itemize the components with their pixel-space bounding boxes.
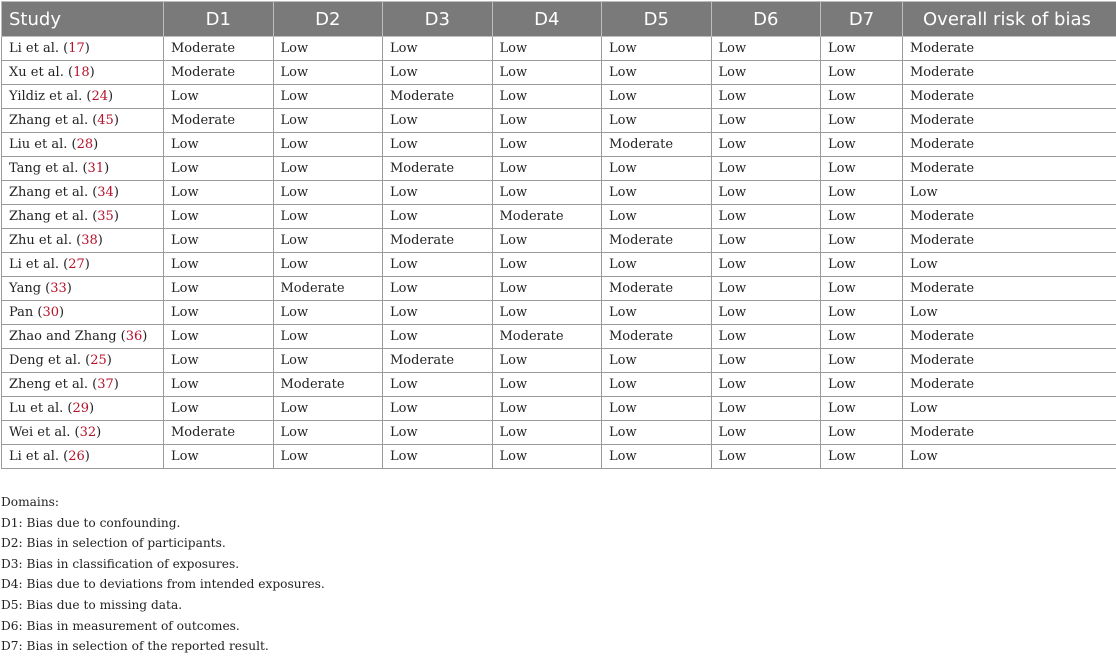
overall-risk-cell: Low <box>903 397 1116 421</box>
domain-d4-cell: Low <box>492 181 602 205</box>
domain-d6-cell: Low <box>711 277 821 301</box>
domain-d4-cell: Low <box>492 37 602 61</box>
table-row <box>2 397 1116 421</box>
reference-link[interactable]: 45 <box>97 113 114 128</box>
table-row <box>2 61 1116 85</box>
domain-d4-cell: Low <box>492 445 602 469</box>
reference-link[interactable]: 35 <box>97 209 114 224</box>
domain-d5-cell: Low <box>602 349 712 373</box>
domain-d6-cell: Low <box>711 325 821 349</box>
domain-d7-cell: Low <box>821 397 903 421</box>
overall-risk-cell: Moderate <box>903 85 1116 109</box>
domain-d5-cell: Low <box>602 397 712 421</box>
domain-d1-cell: Low <box>164 157 274 181</box>
overall-risk-cell: Moderate <box>903 37 1116 61</box>
reference-link[interactable]: 24 <box>91 89 108 104</box>
domain-d1-cell: Low <box>164 253 274 277</box>
domain-d6-cell: Low <box>711 61 821 85</box>
table-row <box>2 85 1116 109</box>
domain-d4-cell: Low <box>492 397 602 421</box>
column-header-d4: D4 <box>492 2 602 37</box>
domain-d4-cell: Low <box>492 349 602 373</box>
study-name: Zhang et al. ( <box>9 113 97 128</box>
reference-link[interactable]: 27 <box>68 257 85 272</box>
footnote-d1: D1: Bias due to confounding. <box>1 513 325 534</box>
domain-d7-cell: Low <box>821 133 903 157</box>
table-row <box>2 325 1116 349</box>
domain-d4-cell: Low <box>492 157 602 181</box>
domain-d6-cell: Low <box>711 181 821 205</box>
domain-footnotes <box>1 492 325 657</box>
domain-d5-cell: Moderate <box>602 133 712 157</box>
study-name: Yildiz et al. ( <box>9 89 91 104</box>
overall-risk-cell: Moderate <box>903 229 1116 253</box>
risk-of-bias-table <box>1 1 1116 469</box>
reference-link[interactable]: 28 <box>77 137 94 152</box>
reference-link[interactable]: 18 <box>73 65 90 80</box>
domain-d6-cell: Low <box>711 157 821 181</box>
domain-d7-cell: Low <box>821 205 903 229</box>
overall-risk-cell: Moderate <box>903 205 1116 229</box>
study-cell <box>2 349 164 373</box>
overall-risk-cell: Moderate <box>903 109 1116 133</box>
domain-d5-cell: Low <box>602 157 712 181</box>
domain-d7-cell: Low <box>821 277 903 301</box>
domain-d5-cell: Low <box>602 445 712 469</box>
study-cell <box>2 181 164 205</box>
reference-link[interactable]: 30 <box>43 305 60 320</box>
domain-d5-cell: Low <box>602 85 712 109</box>
domain-d7-cell: Low <box>821 301 903 325</box>
domain-d2-cell: Low <box>273 253 383 277</box>
footnote-heading: Domains: <box>1 492 325 513</box>
table-row <box>2 133 1116 157</box>
domain-d2-cell: Low <box>273 109 383 133</box>
domain-d6-cell: Low <box>711 37 821 61</box>
domain-d4-cell: Low <box>492 301 602 325</box>
domain-d5-cell: Low <box>602 109 712 133</box>
domain-d5-cell: Low <box>602 61 712 85</box>
domain-d7-cell: Low <box>821 109 903 133</box>
study-cell <box>2 325 164 349</box>
reference-close-paren: ) <box>90 65 95 80</box>
domain-d6-cell: Low <box>711 421 821 445</box>
domain-d4-cell: Low <box>492 61 602 85</box>
overall-risk-cell: Moderate <box>903 61 1116 85</box>
table-row <box>2 349 1116 373</box>
reference-link[interactable]: 26 <box>68 449 85 464</box>
reference-close-paren: ) <box>98 233 103 248</box>
domain-d2-cell: Moderate <box>273 373 383 397</box>
overall-risk-cell: Moderate <box>903 157 1116 181</box>
domain-d6-cell: Low <box>711 133 821 157</box>
domain-d1-cell: Moderate <box>164 37 274 61</box>
study-name: Yang ( <box>9 281 50 296</box>
domain-d3-cell: Moderate <box>383 85 493 109</box>
footnote-d2: D2: Bias in selection of participants. <box>1 533 325 554</box>
domain-d1-cell: Low <box>164 277 274 301</box>
domain-d4-cell: Low <box>492 133 602 157</box>
domain-d1-cell: Low <box>164 301 274 325</box>
study-cell <box>2 157 164 181</box>
study-cell <box>2 373 164 397</box>
domain-d5-cell: Moderate <box>602 229 712 253</box>
column-header-d1: D1 <box>164 2 274 37</box>
footnote-d3: D3: Bias in classification of exposures. <box>1 554 325 575</box>
reference-close-paren: ) <box>108 89 113 104</box>
study-name: Zhu et al. ( <box>9 233 81 248</box>
domain-d2-cell: Low <box>273 85 383 109</box>
table-row <box>2 373 1116 397</box>
study-cell <box>2 133 164 157</box>
domain-d4-cell: Low <box>492 229 602 253</box>
reference-close-paren: ) <box>93 137 98 152</box>
reference-link[interactable]: 25 <box>90 353 107 368</box>
domain-d3-cell: Low <box>383 109 493 133</box>
reference-link[interactable]: 36 <box>126 329 143 344</box>
domain-d3-cell: Low <box>383 61 493 85</box>
domain-d2-cell: Low <box>273 133 383 157</box>
table-row <box>2 445 1116 469</box>
reference-close-paren: ) <box>142 329 147 344</box>
study-cell <box>2 229 164 253</box>
domain-d3-cell: Low <box>383 325 493 349</box>
reference-close-paren: ) <box>114 113 119 128</box>
domain-d4-cell: Low <box>492 253 602 277</box>
reference-close-paren: ) <box>107 353 112 368</box>
reference-link[interactable]: 17 <box>68 41 85 56</box>
domain-d6-cell: Low <box>711 349 821 373</box>
domain-d5-cell: Moderate <box>602 325 712 349</box>
domain-d3-cell: Low <box>383 373 493 397</box>
domain-d2-cell: Low <box>273 157 383 181</box>
reference-close-paren: ) <box>85 449 90 464</box>
study-name: Tang et al. ( <box>9 161 88 176</box>
domain-d1-cell: Low <box>164 397 274 421</box>
domain-d3-cell: Low <box>383 37 493 61</box>
table-row <box>2 109 1116 133</box>
study-cell <box>2 421 164 445</box>
domain-d1-cell: Moderate <box>164 109 274 133</box>
domain-d3-cell: Low <box>383 253 493 277</box>
reference-close-paren: ) <box>114 185 119 200</box>
domain-d2-cell: Low <box>273 37 383 61</box>
reference-link[interactable]: 38 <box>81 233 98 248</box>
study-cell <box>2 277 164 301</box>
reference-link[interactable]: 29 <box>72 401 89 416</box>
domain-d4-cell: Low <box>492 109 602 133</box>
study-cell <box>2 397 164 421</box>
table-body <box>2 37 1116 469</box>
domain-d7-cell: Low <box>821 61 903 85</box>
reference-close-paren: ) <box>85 257 90 272</box>
domain-d4-cell: Low <box>492 85 602 109</box>
domain-d5-cell: Low <box>602 373 712 397</box>
study-name: Li et al. ( <box>9 257 68 272</box>
study-name: Zheng et al. ( <box>9 377 97 392</box>
domain-d7-cell: Low <box>821 181 903 205</box>
study-name: Wei et al. ( <box>9 425 80 440</box>
domain-d1-cell: Moderate <box>164 421 274 445</box>
study-name: Li et al. ( <box>9 449 68 464</box>
study-name: Deng et al. ( <box>9 353 90 368</box>
domain-d7-cell: Low <box>821 373 903 397</box>
study-cell <box>2 445 164 469</box>
reference-link[interactable]: 33 <box>50 281 67 296</box>
reference-close-paren: ) <box>104 161 109 176</box>
reference-link[interactable]: 32 <box>80 425 97 440</box>
reference-close-paren: ) <box>59 305 64 320</box>
reference-link[interactable]: 34 <box>97 185 114 200</box>
reference-link[interactable]: 37 <box>97 377 114 392</box>
risk-of-bias-table-container <box>1 1 1115 469</box>
study-cell <box>2 37 164 61</box>
domain-d4-cell: Moderate <box>492 205 602 229</box>
study-cell <box>2 85 164 109</box>
footnote-d6: D6: Bias in measurement of outcomes. <box>1 616 325 637</box>
domain-d2-cell: Low <box>273 229 383 253</box>
domain-d3-cell: Low <box>383 445 493 469</box>
table-row <box>2 301 1116 325</box>
domain-d6-cell: Low <box>711 373 821 397</box>
domain-d4-cell: Low <box>492 277 602 301</box>
overall-risk-cell: Moderate <box>903 325 1116 349</box>
domain-d7-cell: Low <box>821 325 903 349</box>
reference-close-paren: ) <box>85 41 90 56</box>
study-cell <box>2 109 164 133</box>
domain-d6-cell: Low <box>711 229 821 253</box>
column-header-d7: D7 <box>821 2 903 37</box>
domain-d4-cell: Moderate <box>492 325 602 349</box>
table-row <box>2 37 1116 61</box>
reference-close-paren: ) <box>96 425 101 440</box>
table-row <box>2 181 1116 205</box>
table-row <box>2 277 1116 301</box>
table-header <box>2 2 1116 37</box>
domain-d4-cell: Low <box>492 421 602 445</box>
domain-d2-cell: Low <box>273 397 383 421</box>
footnote-d7: D7: Bias in selection of the reported result. <box>1 636 325 657</box>
domain-d2-cell: Low <box>273 325 383 349</box>
study-name: Zhao and Zhang ( <box>9 329 126 344</box>
study-cell <box>2 301 164 325</box>
domain-d5-cell: Low <box>602 301 712 325</box>
overall-risk-cell: Moderate <box>903 277 1116 301</box>
table-row <box>2 253 1116 277</box>
overall-risk-cell: Moderate <box>903 421 1116 445</box>
study-name: Liu et al. ( <box>9 137 77 152</box>
reference-close-paren: ) <box>114 377 119 392</box>
overall-risk-cell: Low <box>903 445 1116 469</box>
domain-d5-cell: Low <box>602 37 712 61</box>
study-name: Zhang et al. ( <box>9 209 97 224</box>
domain-d3-cell: Moderate <box>383 349 493 373</box>
domain-d1-cell: Moderate <box>164 61 274 85</box>
domain-d3-cell: Low <box>383 205 493 229</box>
domain-d2-cell: Low <box>273 349 383 373</box>
domain-d5-cell: Low <box>602 181 712 205</box>
domain-d4-cell: Low <box>492 373 602 397</box>
column-header-d2: D2 <box>273 2 383 37</box>
study-name: Pan ( <box>9 305 43 320</box>
study-cell <box>2 205 164 229</box>
domain-d3-cell: Low <box>383 181 493 205</box>
domain-d7-cell: Low <box>821 229 903 253</box>
overall-risk-cell: Low <box>903 253 1116 277</box>
domain-d2-cell: Low <box>273 205 383 229</box>
domain-d7-cell: Low <box>821 253 903 277</box>
table-row <box>2 229 1116 253</box>
domain-d1-cell: Low <box>164 85 274 109</box>
footnote-d5: D5: Bias due to missing data. <box>1 595 325 616</box>
reference-close-paren: ) <box>89 401 94 416</box>
domain-d3-cell: Low <box>383 397 493 421</box>
reference-link[interactable]: 31 <box>88 161 105 176</box>
domain-d7-cell: Low <box>821 349 903 373</box>
domain-d5-cell: Low <box>602 205 712 229</box>
study-name: Zhang et al. ( <box>9 185 97 200</box>
domain-d2-cell: Low <box>273 301 383 325</box>
table-row <box>2 205 1116 229</box>
domain-d2-cell: Low <box>273 61 383 85</box>
domain-d5-cell: Low <box>602 253 712 277</box>
study-name: Xu et al. ( <box>9 65 73 80</box>
domain-d6-cell: Low <box>711 397 821 421</box>
domain-d7-cell: Low <box>821 445 903 469</box>
domain-d2-cell: Low <box>273 181 383 205</box>
domain-d1-cell: Low <box>164 181 274 205</box>
domain-d1-cell: Low <box>164 373 274 397</box>
domain-d3-cell: Moderate <box>383 157 493 181</box>
domain-d2-cell: Moderate <box>273 277 383 301</box>
domain-d3-cell: Low <box>383 301 493 325</box>
domain-d2-cell: Low <box>273 421 383 445</box>
domain-d1-cell: Low <box>164 445 274 469</box>
domain-d7-cell: Low <box>821 85 903 109</box>
domain-d2-cell: Low <box>273 445 383 469</box>
overall-risk-cell: Low <box>903 181 1116 205</box>
table-row <box>2 157 1116 181</box>
domain-d5-cell: Low <box>602 421 712 445</box>
overall-risk-cell: Moderate <box>903 133 1116 157</box>
study-cell <box>2 61 164 85</box>
domain-d3-cell: Low <box>383 277 493 301</box>
domain-d1-cell: Low <box>164 205 274 229</box>
column-header-d5: D5 <box>602 2 712 37</box>
domain-d6-cell: Low <box>711 253 821 277</box>
header-row <box>2 2 1116 37</box>
column-header-d3: D3 <box>383 2 493 37</box>
column-header-d6: D6 <box>711 2 821 37</box>
reference-close-paren: ) <box>114 209 119 224</box>
study-name: Li et al. ( <box>9 41 68 56</box>
domain-d6-cell: Low <box>711 301 821 325</box>
footnote-d4: D4: Bias due to deviations from intended exposures. <box>1 574 325 595</box>
domain-d1-cell: Low <box>164 229 274 253</box>
domain-d6-cell: Low <box>711 109 821 133</box>
domain-d1-cell: Low <box>164 133 274 157</box>
overall-risk-cell: Moderate <box>903 373 1116 397</box>
column-header-study: Study <box>2 2 164 37</box>
domain-d6-cell: Low <box>711 205 821 229</box>
domain-d3-cell: Low <box>383 421 493 445</box>
domain-d7-cell: Low <box>821 157 903 181</box>
domain-d6-cell: Low <box>711 445 821 469</box>
study-name: Lu et al. ( <box>9 401 72 416</box>
domain-d3-cell: Low <box>383 133 493 157</box>
overall-risk-cell: Low <box>903 301 1116 325</box>
reference-close-paren: ) <box>67 281 72 296</box>
overall-risk-cell: Moderate <box>903 349 1116 373</box>
study-cell <box>2 253 164 277</box>
domain-d6-cell: Low <box>711 85 821 109</box>
column-header-overall: Overall risk of bias <box>903 2 1116 37</box>
domain-d1-cell: Low <box>164 325 274 349</box>
domain-d1-cell: Low <box>164 349 274 373</box>
domain-d7-cell: Low <box>821 37 903 61</box>
domain-d3-cell: Moderate <box>383 229 493 253</box>
table-row <box>2 421 1116 445</box>
domain-d7-cell: Low <box>821 421 903 445</box>
domain-d5-cell: Moderate <box>602 277 712 301</box>
